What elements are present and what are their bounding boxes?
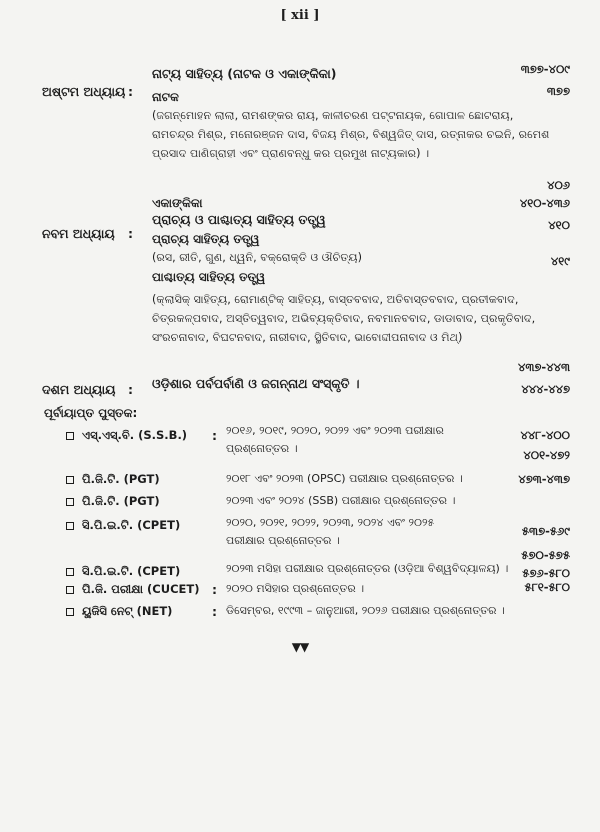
exam-cucet-desc: ୨୦୨୦ ମସିହାର ପ୍ରଶ୍ନୋତ୍ତର । — [226, 582, 365, 595]
exam-ssb-desc: ୨୦୧୬, ୨୦୧୯, ୨୦୨୦, ୨୦୨୨ ଏବଂ ୨୦୨୩ ପରୀକ୍ଷାର ପ୍ରଶ୍ନୋତ୍ତର । — [226, 424, 444, 455]
exam-pgt-ssb-checkbox — [66, 498, 74, 506]
exam-cpet-ou-name: ସି.ପି.ଇ.ଟି. (CPET) — [82, 564, 181, 578]
chapter-10-label: ଦଶମ ଅଧ୍ୟାୟ — [42, 382, 116, 397]
exam-ssb-colon: : — [212, 428, 217, 443]
exam-cucet-pages: ୫୮୧-୫୮୦ — [524, 580, 570, 594]
chapter-8-label: ଅଷ୍ଟମ ଅଧ୍ୟାୟ — [42, 84, 126, 99]
chapter-10-colon: : — [128, 382, 133, 397]
exam-cpet-pages: ୫୩୭-୫୬୯ — [521, 524, 570, 538]
exam-cpet-checkbox — [66, 522, 74, 530]
exam-cucet-name: ପି.ଜି. ପରୀକ୍ଷା (CUCET) — [82, 582, 200, 596]
exam-ssb-pages: ୪୪୮-୪୦୦ — [520, 428, 570, 442]
exam-ssb-name: ଏସ୍.ଏସ୍.ବି. (S.S.B.) — [82, 428, 188, 442]
end-of-contents-mark: ▼▼ — [291, 640, 309, 654]
exam-cpet-ou-checkbox — [66, 568, 74, 576]
exam-net-checkbox — [66, 608, 74, 616]
exam-cpet-ou-pages-2: ୫୭୬-୫୮୦ — [522, 566, 570, 580]
section-western-text-pages: ୪୩୭-୪୪୩ — [517, 360, 570, 374]
chapter-8-title: ନାଟ୍ୟ ସାହିତ୍ୟ (ନାଟକ ଓ ଏକାଙ୍କିକା) — [152, 66, 337, 81]
prev-papers-heading: ପୂର୍ବାୟାପ୍ତ ପୁସ୍ତକ: — [44, 406, 138, 420]
exam-pgt-opsc-pages: ୪୭୩-୪୩୭ — [518, 472, 570, 486]
section-eastern-heading: ପ୍ରାଚ୍ୟ ସାହିତ୍ୟ ତତ୍ତ୍ୱ — [152, 232, 260, 246]
section-eastern-text-pages: ୪୧୯ — [550, 254, 570, 268]
chapter-10-pages: ୪୪୪-୪୪୭ — [521, 382, 570, 396]
page-number: [ xii ] — [280, 8, 320, 23]
chapter-9-colon: : — [128, 226, 133, 241]
exam-cucet-checkbox — [66, 586, 74, 594]
section-western-heading: ପାଶ୍ଚାତ୍ୟ ସାହିତ୍ୟ ତତ୍ତ୍ୱ — [152, 270, 266, 284]
exam-net-colon: : — [212, 604, 217, 619]
chapter-10-title: ଓଡ଼ିଶାର ପର୍ବପର୍ବାଣି ଓ ଜଗନ୍ନାଥ ସଂସ୍କୃତି । — [152, 376, 360, 391]
chapter-8-pages: ୩୭୭-୪୦୯ — [520, 62, 570, 76]
exam-net-name: ୟୁଜିସି ନେଟ୍ (NET) — [82, 604, 173, 618]
section-drama-text: (ଜଗନ୍ମୋହନ ଲାଲା, ରାମଶଙ୍କର ରାୟ, କାଳୀଚରଣ ପଟ୍ଟନାୟକ, ଗୋପାଳ ଛୋଟରାୟ, ରାମଚନ୍ଦ୍ର ମିଶ୍ର, ମନୋରଞ୍ଜନ ଦାସ, ବିଜୟ ମିଶ୍ର, ବିଶ୍ୱଜିତ୍ ଦାସ, ରତ୍ନାକର ଚଇନି, ରମେଶ ପ୍ରସାଦ ପାଣିଗ୍ରାହୀ ଏବଂ ପ୍ରାଣବନ୍ଧୁ କର ପ୍ରମୁଖ ନାଟ୍ୟକାର) । — [152, 109, 550, 160]
exam-ssb-pages-2: ୪୦୧-୪୭୨ — [523, 448, 570, 462]
exam-pgt-opsc-name: ପି.ଜି.ଟି. (PGT) — [82, 472, 160, 486]
exam-ssb-checkbox — [66, 432, 74, 440]
exam-net-desc: ଡିସେମ୍ବର, ୧୯୯୩ – ଜାନୁଆରୀ, ୨୦୨୬ ପରୀକ୍ଷାର ପ୍ରଶ୍ନୋତ୍ତର । — [226, 604, 505, 617]
exam-cpet-name: ସି.ପି.ଇ.ଟି. (CPET) — [82, 518, 181, 532]
section-western-text: (କ୍ଲାସିକ୍ ସାହିତ୍ୟ, ରୋମାଣ୍ଟିକ୍ ସାହିତ୍ୟ, ବାସ୍ତବବାଦ, ଅତିବାସ୍ତବବାଦ, ପ୍ରତୀକବାଦ, ଚିତ୍ରକଳ୍ପବାଦ, ଅସ୍ତିତ୍ୱବାଦ, ଅଭିବ୍ୟକ୍ତିବାଦ, ନବମାନବବାଦ, ଡାଡାବାଦ, ପ୍ରକୃତିବାଦ, ସଂରଚନାବାଦ, ବିଘଟନବାଦ, ନାରୀବାଦ, ସ୍ଥିତିବାଦ, ଭାବୋଦ୍ଦୀପନାବାଦ ଓ ମିଥ୍) — [152, 293, 536, 344]
section-eastern-text: (ରସ, ରୀତି, ଗୁଣ, ଧ୍ୱନି, ବକ୍ରୋକ୍ତି ଓ ଔଚିତ୍ୟ) — [152, 251, 362, 264]
section-drama-text-pages: ୪୦୬ — [547, 178, 570, 192]
exam-pgt-opsc-desc: ୨୦୧୮ ଏବଂ ୨୦୨୩ (OPSC) ପରୀକ୍ଷାର ପ୍ରଶ୍ନୋତ୍ତର । — [226, 472, 463, 485]
exam-cpet-desc: ୨୦୨୦, ୨୦୨୧, ୨୦୨୨, ୨୦୨୩, ୨୦୨୪ ଏବଂ ୨୦୨୫ ପରୀକ୍ଷାର ପ୍ରଶ୍ନୋତ୍ତର । — [226, 516, 435, 547]
section-drama-pages: ୩୭୭ — [546, 84, 570, 98]
exam-cpet-ou-desc: ୨୦୨୩ ମସିହା ପରୀକ୍ଷାର ପ୍ରଶ୍ନୋତ୍ତର (ଓଡ଼ିଆ ବିଶ୍ୱବିଦ୍ୟାଳୟ) । — [226, 562, 509, 575]
exam-pgt-ssb-desc: ୨୦୨୩ ଏବଂ ୨୦୨୪ (SSB) ପରୀକ୍ଷାର ପ୍ରଶ୍ନୋତ୍ତର । — [226, 494, 456, 507]
chapter-9-title: ପ୍ରାଚ୍ୟ ଓ ପାଶ୍ଚାତ୍ୟ ସାହିତ୍ୟ ତତ୍ତ୍ୱ — [152, 212, 326, 227]
section-drama-heading: ନାଟକ — [152, 90, 179, 104]
chapter-9-pages: ୪୧୦ — [548, 218, 570, 232]
exam-cucet-colon: : — [212, 582, 217, 597]
exam-pgt-ssb-name: ପି.ଜି.ଟି. (PGT) — [82, 494, 160, 508]
section-one-act-heading: ଏକାଙ୍କିକା — [152, 196, 203, 210]
exam-pgt-opsc-checkbox — [66, 476, 74, 484]
exam-cpet-ou-pages: ୫୭୦-୫୭୫ — [521, 548, 570, 562]
chapter-8-colon: : — [128, 84, 133, 99]
section-one-act-pages: ୪୧୦-୪୩୬ — [519, 196, 570, 210]
chapter-9-label: ନବମ ଅଧ୍ୟାୟ — [42, 226, 115, 241]
